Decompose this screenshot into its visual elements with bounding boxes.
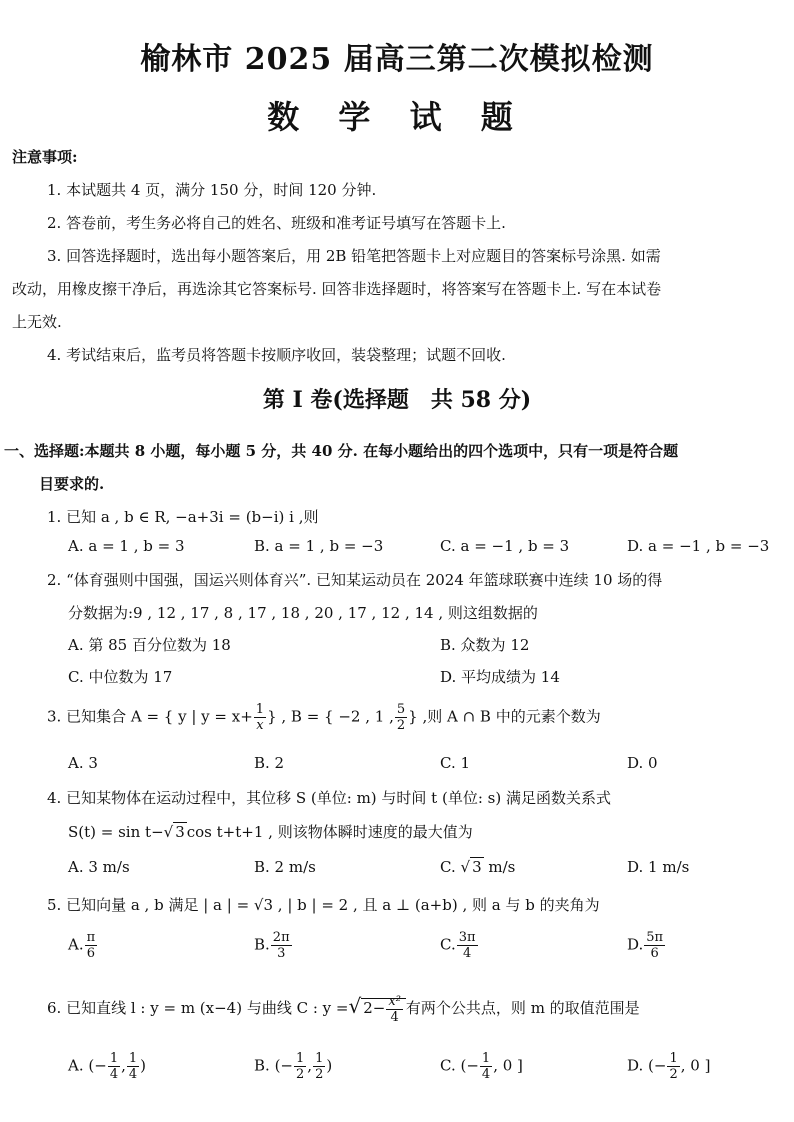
q4-option-b: B. 2 m/s	[254, 858, 316, 876]
note-4: 4. 考试结束后，监考员将答题卡按顺序收回，装袋整理；试题不回收.	[47, 346, 506, 364]
part-instruction: 一、选择题:本题共 8 小题，每小题 5 分，共 40 分. 在每小题给出的四个选项中，只有一项是符合题	[4, 442, 679, 460]
question-4-stem: 4. 已知某物体在运动过程中，其位移 S (单位: m) 与时间 t (单位: s) 满足函数关系式	[47, 789, 611, 807]
q6-option-c: C. (− $\frac{1}{4}$ , 0 ]	[440, 1051, 523, 1082]
question-3-stem: 3. 已知集合 A = { y | y = x+ $\frac{1}{x}$ } , B = { −2 , 1 , $\frac{5}{2}$ } ,则 A ∩ B 中的元素个数为	[47, 702, 601, 733]
q5-option-d: D. $\frac{5\pi}{6}$	[627, 930, 664, 961]
q2-option-d: D. 平均成绩为 14	[440, 668, 560, 686]
q5-option-c: C. $\frac{3\pi}{4}$	[440, 930, 476, 961]
q1-option-c: C. a = −1 , b = 3	[440, 537, 570, 555]
q6-option-b: B. (− $\frac{1}{2}$ , $\frac{1}{2}$ )	[254, 1051, 333, 1082]
question-5-stem: 5. 已知向量 a , b 满足 | a | = √3 , | b | = 2 , 且 a ⊥ (a+b) , 则 a 与 b 的夹角为	[47, 896, 600, 914]
notes-heading: 注意事项:	[12, 148, 78, 166]
note-3-end: 上无效.	[12, 313, 62, 331]
fraction: $\frac{5}{2}$	[396, 702, 406, 733]
question-2-stem: 2. “体育强则中国强，国运兴则体育兴”. 已知某运动员在 2024 年篮球联赛中连续 10 场的得	[47, 571, 663, 589]
q3-option-b: B. 2	[254, 754, 285, 772]
note-1: 1. 本试题共 4 页，满分 150 分，时间 120 分钟.	[47, 181, 377, 199]
q2-option-c: C. 中位数为 17	[68, 668, 173, 686]
q6-option-d: D. (− $\frac{1}{2}$ , 0 ]	[627, 1051, 711, 1082]
section-title: 第 I 卷(选择题 共 58 分)	[262, 387, 532, 413]
part-instruction-cont: 目要求的.	[39, 475, 105, 493]
question-1-stem: 1. 已知 a , b ∈ R, −a+3i = (b−i) i ,则	[47, 508, 319, 526]
subject-title: 数 学 试 题	[267, 98, 527, 136]
q5-option-b: B. $\frac{2\pi}{3}$	[254, 930, 290, 961]
q4-option-d: D. 1 m/s	[627, 858, 690, 876]
note-3: 3. 回答选择题时，选出每小题答案后，用 2B 铅笔把答题卡上对应题目的答案标号涂黑. 如需	[47, 247, 661, 265]
q1-option-d: D. a = −1 , b = −3	[627, 537, 770, 555]
q1-option-b: B. a = 1 , b = −3	[254, 537, 384, 555]
q3-option-a: A. 3	[68, 754, 98, 772]
note-2: 2. 答卷前，考生务必将自己的姓名、班级和准考证号填写在答题卡上.	[47, 214, 506, 232]
radical: 2− $\frac{\text{x²}}{4}$	[361, 998, 406, 1017]
fraction: $\frac{1}{x}$	[255, 702, 265, 733]
q6-option-a: A. (− $\frac{1}{4}$ , $\frac{1}{4}$ )	[68, 1051, 147, 1082]
q2-option-a: A. 第 85 百分位数为 18	[68, 636, 231, 654]
q4-option-c: C. √ 3 m/s	[440, 858, 516, 876]
q2-option-b: B. 众数为 12	[440, 636, 530, 654]
q3-option-c: C. 1	[440, 754, 471, 772]
exam-title: 榆林市 2025 届高三第二次模拟检测	[140, 42, 654, 77]
q4-option-a: A. 3 m/s	[68, 858, 130, 876]
q1-option-a: A. a = 1 , b = 3	[68, 537, 185, 555]
q3-option-d: D. 0	[627, 754, 658, 772]
q5-option-a: A. $\frac{\pi}{6}$	[68, 930, 96, 961]
question-4-stem-cont: S(t) = sin t−√ 3 cos t+t+1 , 则该物体瞬时速度的最大值为	[68, 823, 473, 841]
question-2-stem-cont: 分数据为:9 , 12 , 17 , 8 , 17 , 18 , 20 , 17 , 12 , 14 , 则这组数据的	[68, 604, 538, 622]
note-3-cont: 改动，用橡皮擦干净后，再选涂其它答案标号. 回答非选择题时，将答案写在答题卡上. 写在本试卷	[12, 280, 662, 298]
question-6-stem: 6. 已知直线 l : y = m (x−4) 与曲线 C : y =√ 2− $\frac{\text{x²}}{4}$ 有两个公共点，则 m 的取值范围是	[47, 993, 640, 1025]
